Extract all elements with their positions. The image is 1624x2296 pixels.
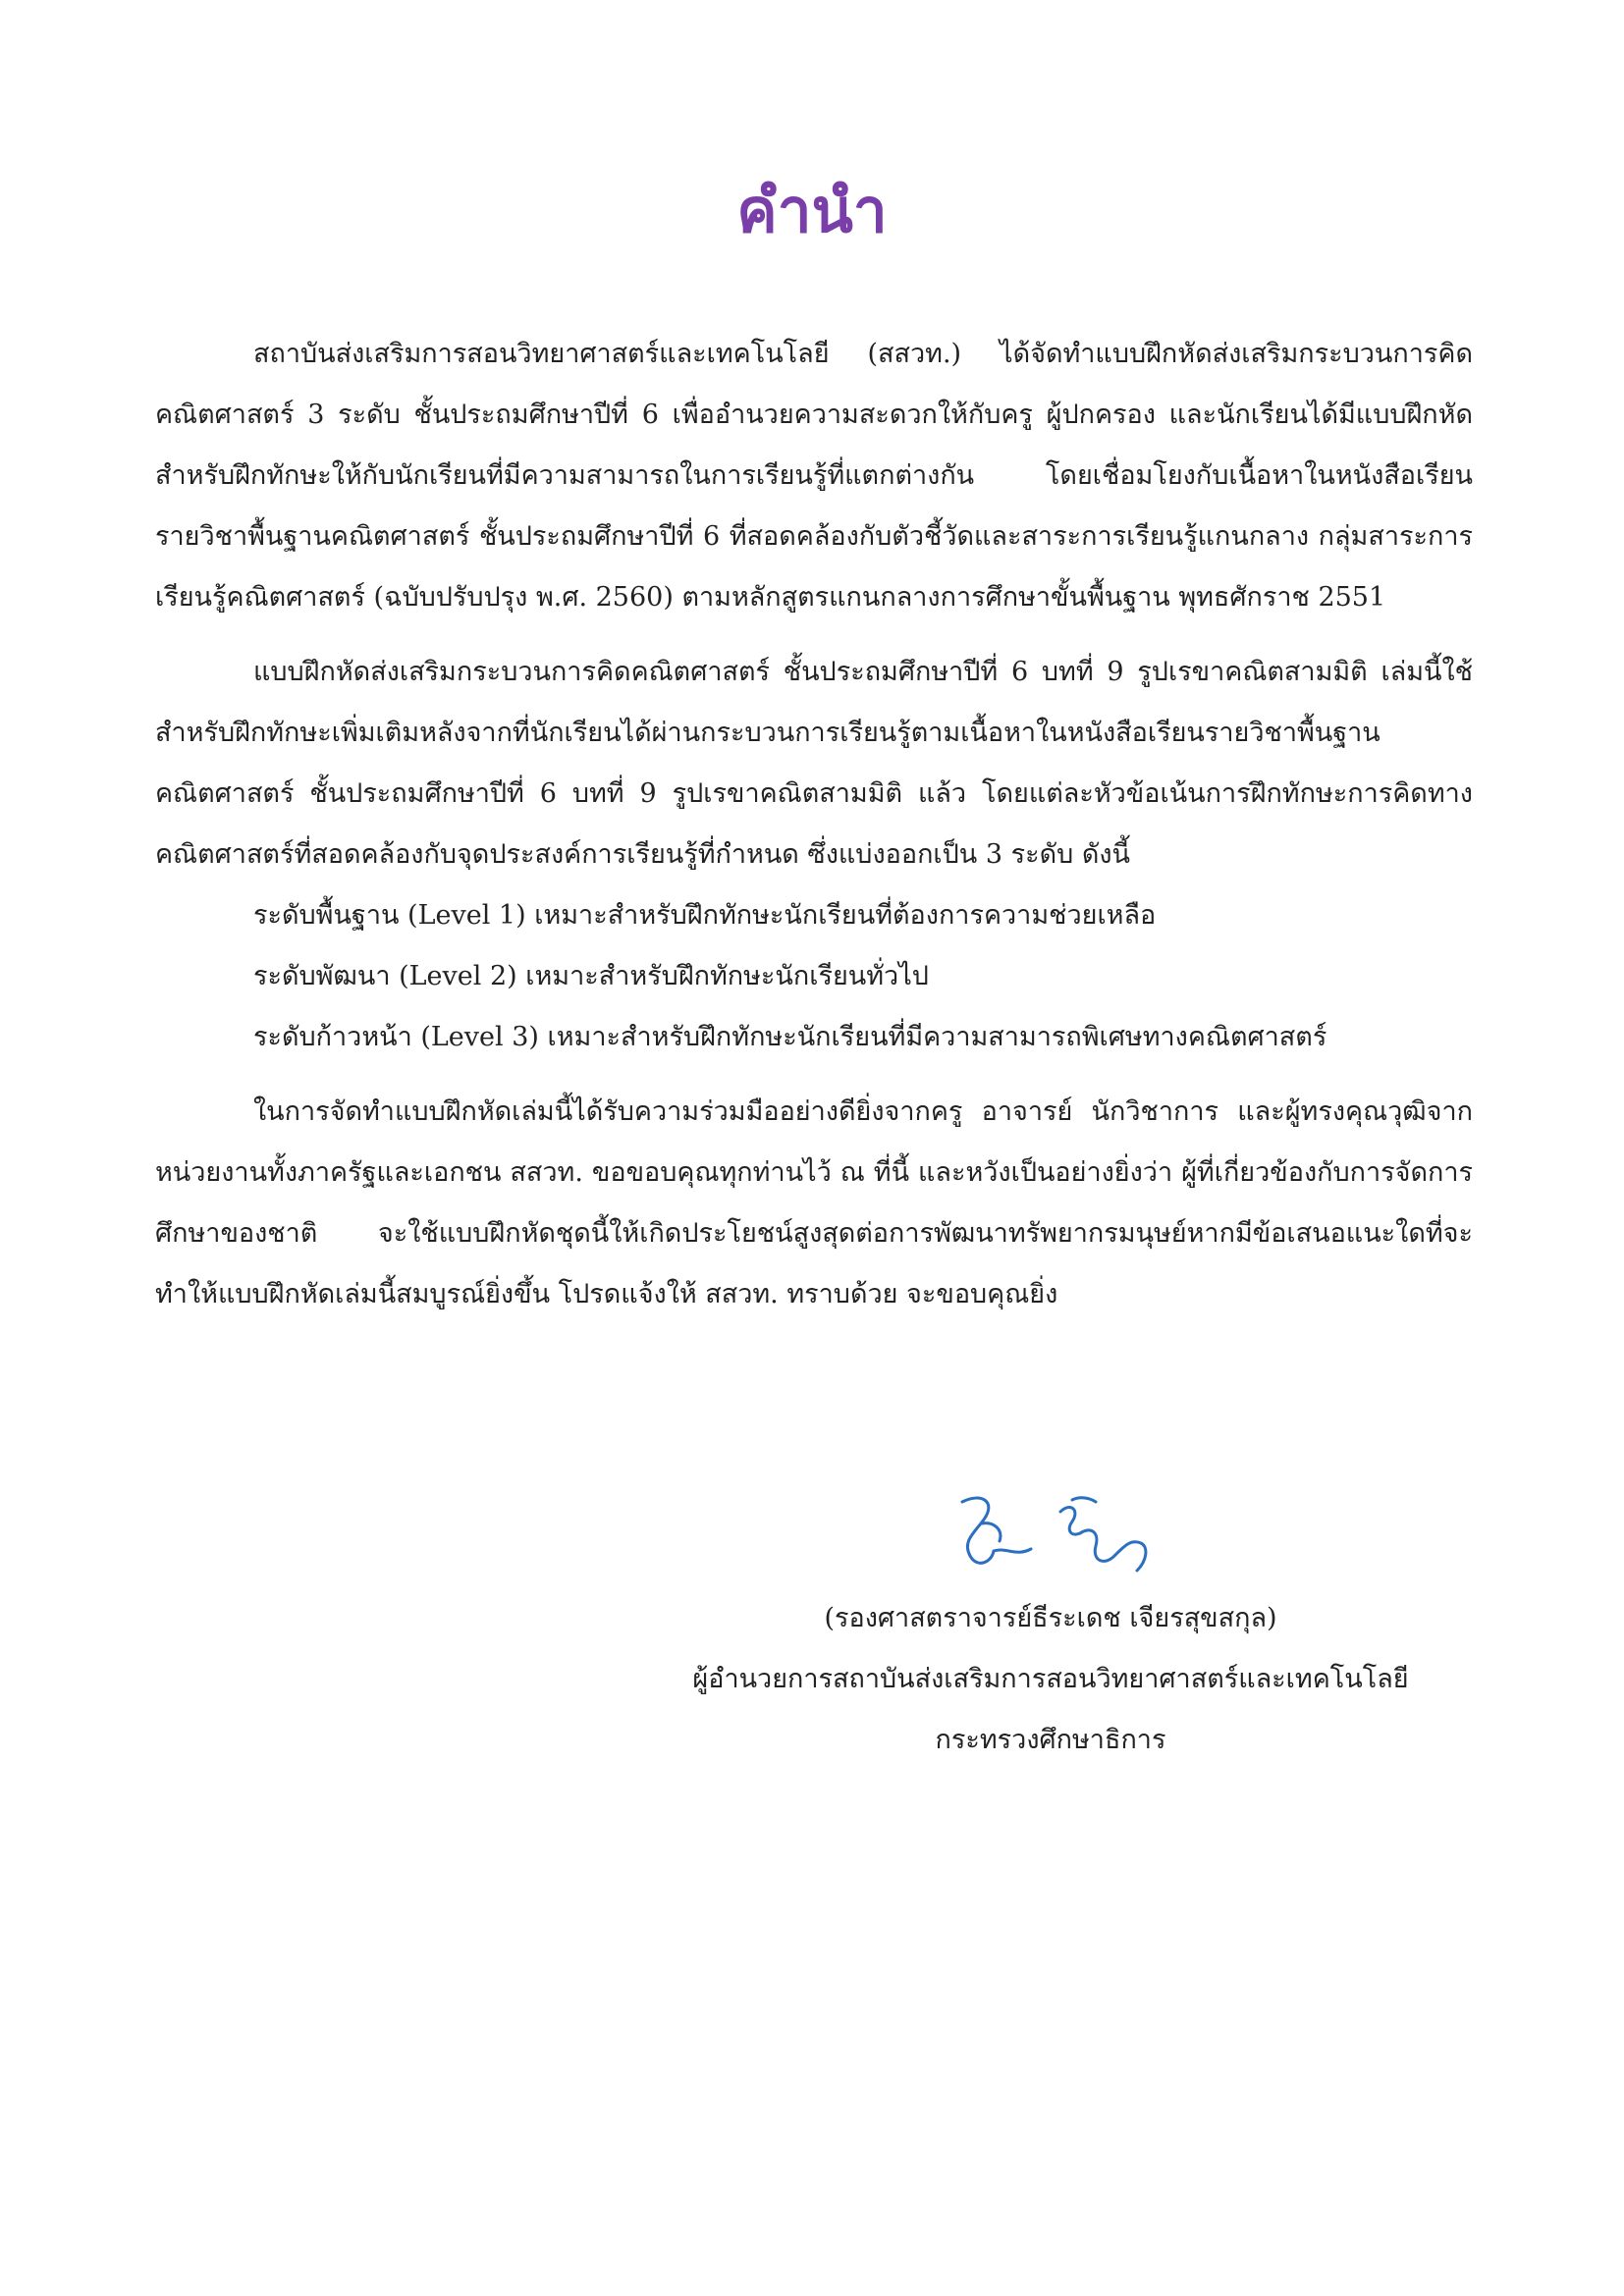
paragraph-usage-text: แบบฝึกหัดส่งเสริมกระบวนการคิดคณิตศาสตร์ ชั้นประถมศึกษาปีที่ 6 บทที่ 9 รูปเรขาคณิตสามมิติ เล่มนี้ใช้สำหรับฝึกทักษะเพิ่มเติมหลังจากที่นักเรียนได้ผ่านกระบวนการเรียนรู้ตามเนื้อหาในหนังสือเรียนรายวิชาพื้นฐานคณิตศาสตร์ ชั้นประถมศึกษาปีที่ 6 บทที่ 9 รูปเรขาคณิตสามมิติ แล้ว โดยแต่ละหัวข้อเน้นการฝึกทักษะการคิดทางคณิตศาสตร์ที่สอดคล้องกับจุดประสงค์การเรียนรู้ที่กำหนด ซึ่งแบ่งออกเป็น 3 ระดับ ดังนี้ xyxy=(155,657,1473,870)
signature-block xyxy=(628,1588,1473,1771)
level-item-1: ระดับพื้นฐาน (Level 1) เหมาะสำหรับฝึกทักษะนักเรียนที่ต้องการความช่วยเหลือ xyxy=(253,900,1157,931)
paragraph-intro-text: สถาบันส่งเสริมการสอนวิทยาศาสตร์และเทคโนโลยี (สสวท.) ได้จัดทำแบบฝึกหัดส่งเสริมกระบวนการคิดคณิตศาสตร์ 3 ระดับ ชั้นประถมศึกษาปีที่ 6 เพื่ออำนวยความสะดวกให้กับครู ผู้ปกครอง และนักเรียนได้มีแบบฝึกหัดสำหรับฝึกทักษะให้กับนักเรียนที่มีความสามารถในการเรียนรู้ที่แตกต่างกัน โดยเชื่อมโยงกับเนื้อหาในหนังสือเรียนรายวิชาพื้นฐานคณิตศาสตร์ ชั้นประถมศึกษาปีที่ 6 ที่สอดคล้องกับตัวชี้วัดและสาระการเรียนรู้แกนกลาง กลุ่มสาระการเรียนรู้คณิตศาสตร์ (ฉบับปรับปรุง พ.ศ. 2560) ตามหลักสูตรแกนกลางการศึกษาขั้นพื้นฐาน พุทธศักราช 2551 xyxy=(155,339,1473,613)
level-item-3: ระดับก้าวหน้า (Level 3) เหมาะสำหรับฝึกทักษะนักเรียนที่มีความสามารถพิเศษทางคณิตศาสตร์ xyxy=(253,1022,1327,1052)
foreword-body xyxy=(155,324,1473,1339)
handwritten-signature xyxy=(923,1472,1178,1600)
level-item-2: ระดับพัฒนา (Level 2) เหมาะสำหรับฝึกทักษะนักเรียนทั่วไป xyxy=(253,961,929,991)
paragraph-acknowledgement-text: ในการจัดทำแบบฝึกหัดเล่มนี้ได้รับความร่วมมืออย่างดียิ่งจากครู อาจารย์ นักวิชาการ และผู้ทรงคุณวุฒิจากหน่วยงานทั้งภาครัฐและเอกชน สสวท. ขอขอบคุณทุกท่านไว้ ณ ที่นี้ และหวังเป็นอย่างยิ่งว่า ผู้ที่เกี่ยวข้องกับการจัดการศึกษาของชาติ จะใช้แบบฝึกหัดชุดนี้ให้เกิดประโยชน์สูงสุดต่อการพัฒนาทรัพยากรมนุษย์หากมีข้อเสนอแนะใดที่จะทำให้แบบฝึกหัดเล่มนี้สมบูรณ์ยิ่งขึ้น โปรดแจ้งให้ สสวท. ทราบด้วย จะขอบคุณยิ่ง xyxy=(155,1096,1473,1309)
signer-name: (รองศาสตราจารย์ธีระเดช เจียรสุขสกุล) xyxy=(824,1603,1277,1633)
signer-position: ผู้อำนวยการสถาบันส่งเสริมการสอนวิทยาศาสตร์และเทคโนโลยี xyxy=(692,1664,1409,1694)
paragraph-usage xyxy=(155,642,1473,885)
paragraph-acknowledgement xyxy=(155,1082,1473,1325)
level-list xyxy=(155,885,1473,1068)
paragraph-intro xyxy=(155,324,1473,628)
signer-ministry: กระทรวงศึกษาธิการ xyxy=(935,1725,1166,1755)
page-title: คำนำ xyxy=(736,175,888,246)
